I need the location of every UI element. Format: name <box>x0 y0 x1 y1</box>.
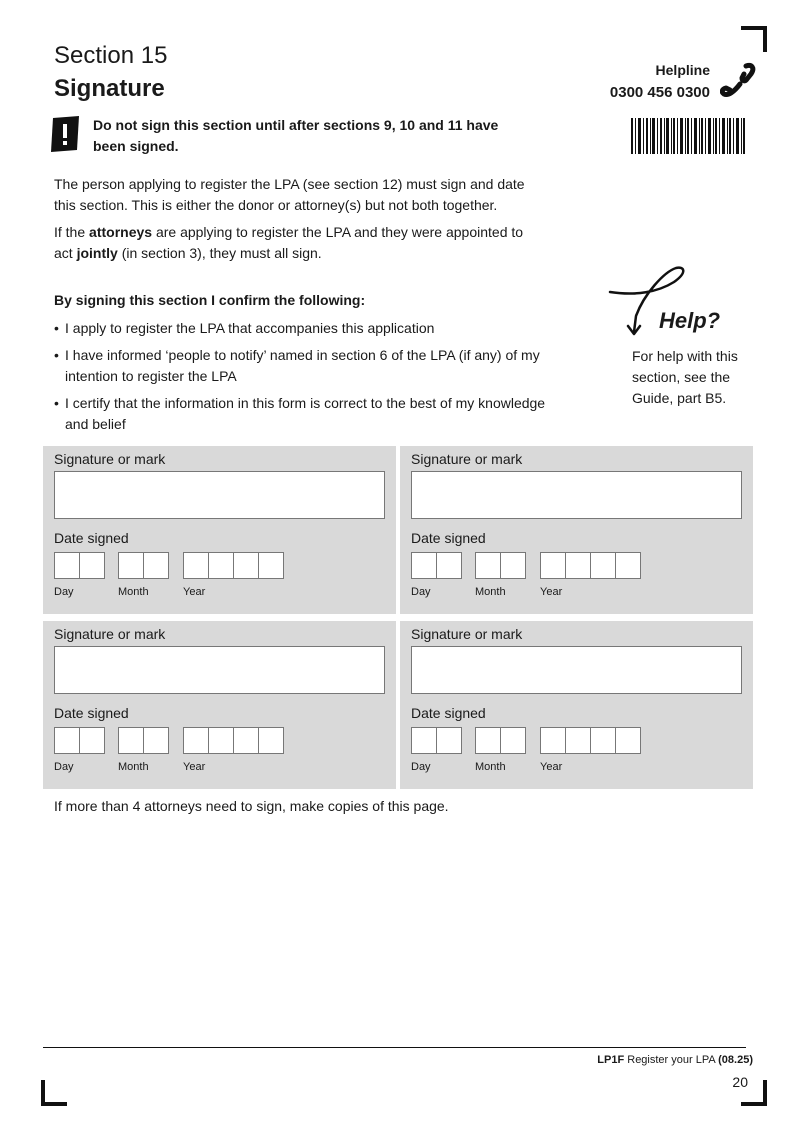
signature-label: Signature or mark <box>54 451 166 467</box>
date-month-boxes[interactable] <box>475 552 526 579</box>
crop-mark-bottom-left <box>41 1080 67 1106</box>
intro-p2-text: (in section 3), they must all sign. <box>117 245 322 261</box>
signature-panel-1 <box>43 446 396 614</box>
day-label: Day <box>54 761 74 773</box>
confirm-list <box>54 318 564 441</box>
confirm-heading: By signing this section I confirm the following: <box>54 292 366 308</box>
signature-panel-3 <box>43 621 396 789</box>
intro-p2-text: are applying to register the LPA and they were appointed to <box>152 224 524 240</box>
signature-panel-4 <box>400 621 753 789</box>
signature-box-1[interactable] <box>54 471 385 519</box>
helpline-label: Helpline <box>655 62 710 78</box>
bottom-note: If more than 4 attorneys need to sign, make copies of this page. <box>54 798 449 814</box>
signature-label: Signature or mark <box>411 626 523 642</box>
intro-p2-text: act <box>54 245 77 261</box>
intro-paragraph-2 <box>54 222 564 264</box>
date-month-boxes[interactable] <box>475 727 526 754</box>
intro-p2-bold-jointly: jointly <box>76 245 118 261</box>
year-label: Year <box>540 761 563 773</box>
month-label: Month <box>118 586 149 598</box>
date-month-boxes[interactable] <box>118 727 169 754</box>
intro-p2-bold-attorneys: attorneys <box>89 224 153 240</box>
warning-line-2: been signed. <box>93 138 179 154</box>
section-title: Signature <box>54 75 165 102</box>
phone-icon <box>720 62 756 100</box>
year-label: Year <box>540 586 563 598</box>
helpline-number: 0300 456 0300 <box>609 84 710 101</box>
confirm-item: • I apply to register the LPA that accompanies this application <box>54 318 564 339</box>
signature-label: Signature or mark <box>54 626 166 642</box>
date-day-boxes[interactable] <box>54 727 105 754</box>
section-number: Section 15 <box>54 42 168 69</box>
intro-p2-line-2 <box>54 243 564 264</box>
date-year-boxes[interactable] <box>183 727 284 754</box>
warning-text <box>93 115 533 157</box>
confirm-item: • I certify that the information in this form is correct to the best of my knowledge and belief <box>54 393 564 435</box>
intro-p1-line-2: this section. This is either the donor or attorney(s) but not both together. <box>54 197 498 213</box>
day-label: Day <box>54 586 74 598</box>
date-year-boxes[interactable] <box>183 552 284 579</box>
footer-version: (08.25) <box>718 1054 753 1066</box>
date-month-boxes[interactable] <box>118 552 169 579</box>
date-label: Date signed <box>54 705 129 721</box>
crop-mark-top-right <box>741 26 767 52</box>
date-day-boxes[interactable] <box>411 727 462 754</box>
page-number: 20 <box>732 1074 748 1090</box>
date-year-boxes[interactable] <box>540 552 641 579</box>
signature-box-3[interactable] <box>54 646 385 694</box>
month-label: Month <box>118 761 149 773</box>
intro-p2-text: If the <box>54 224 90 240</box>
date-day-boxes[interactable] <box>54 552 105 579</box>
year-label: Year <box>183 761 206 773</box>
intro-p1-line-1: The person applying to register the LPA (see section 12) must sign and date <box>54 176 525 192</box>
signature-box-2[interactable] <box>411 471 742 519</box>
date-label: Date signed <box>411 705 486 721</box>
date-label: Date signed <box>411 530 486 546</box>
footer-divider <box>43 1047 746 1048</box>
signature-panel-2 <box>400 446 753 614</box>
signature-label: Signature or mark <box>411 451 523 467</box>
footer-form-name: Register your LPA <box>624 1054 719 1066</box>
intro-p2-line-1 <box>54 222 564 243</box>
year-label: Year <box>183 586 206 598</box>
day-label: Day <box>411 761 431 773</box>
signature-box-4[interactable] <box>411 646 742 694</box>
warning-line-1: Do not sign this section until after sections 9, 10 and 11 have <box>93 117 499 133</box>
help-title: Help? <box>659 308 721 333</box>
day-label: Day <box>411 586 431 598</box>
barcode <box>631 118 745 154</box>
warning-icon <box>50 116 80 152</box>
confirm-item: • I have informed ‘people to notify’ named in section 6 of the LPA (if any) of my intention to register the LPA <box>54 345 564 387</box>
date-label: Date signed <box>54 530 129 546</box>
footer-form-info <box>540 1054 753 1066</box>
month-label: Month <box>475 761 506 773</box>
footer-form-code: LP1F <box>597 1054 625 1066</box>
intro-paragraph-1 <box>54 174 564 216</box>
date-day-boxes[interactable] <box>411 552 462 579</box>
help-text: For help with this section, see the Guide, part B5. <box>632 348 738 406</box>
date-year-boxes[interactable] <box>540 727 641 754</box>
month-label: Month <box>475 586 506 598</box>
